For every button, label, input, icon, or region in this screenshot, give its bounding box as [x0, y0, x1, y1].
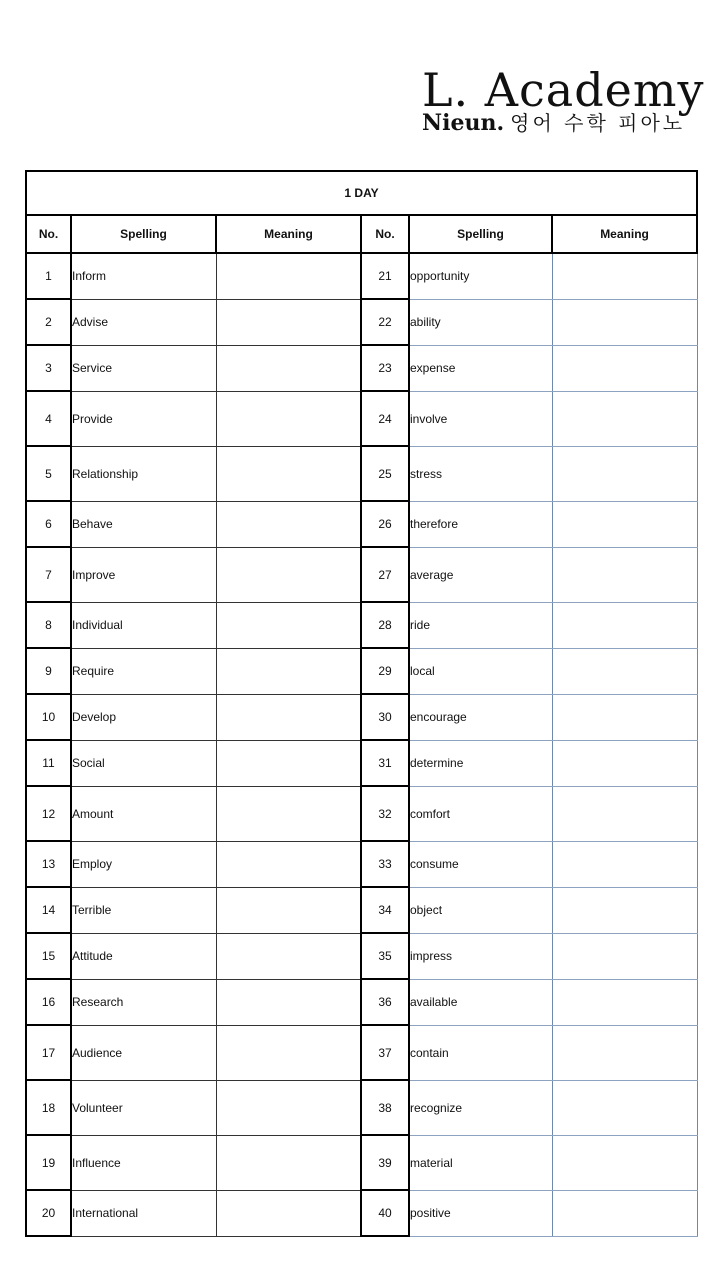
meaning-cell[interactable]	[552, 501, 697, 547]
table-row	[26, 841, 697, 887]
word-spelling: available	[409, 979, 552, 1025]
word-spelling: consume	[409, 841, 552, 887]
word-number: 8	[26, 602, 71, 648]
word-number: 12	[26, 786, 71, 841]
word-number: 26	[361, 501, 409, 547]
meaning-cell[interactable]	[216, 253, 361, 299]
meaning-cell[interactable]	[216, 446, 361, 501]
word-number: 38	[361, 1080, 409, 1135]
word-number: 14	[26, 887, 71, 933]
meaning-cell[interactable]	[552, 648, 697, 694]
word-number: 21	[361, 253, 409, 299]
word-number: 3	[26, 345, 71, 391]
table-row	[26, 979, 697, 1025]
table-row	[26, 1190, 697, 1236]
word-number: 15	[26, 933, 71, 979]
word-number: 25	[361, 446, 409, 501]
word-number: 17	[26, 1025, 71, 1080]
word-spelling: Research	[71, 979, 216, 1025]
meaning-cell[interactable]	[552, 345, 697, 391]
meaning-cell[interactable]	[552, 299, 697, 345]
logo-subtitle-latin: Nieun.	[422, 110, 505, 136]
word-number: 13	[26, 841, 71, 887]
day-title: 1 DAY	[26, 171, 697, 215]
meaning-cell[interactable]	[552, 979, 697, 1025]
word-spelling: object	[409, 887, 552, 933]
word-spelling: local	[409, 648, 552, 694]
word-number: 28	[361, 602, 409, 648]
word-spelling: Require	[71, 648, 216, 694]
meaning-cell[interactable]	[552, 786, 697, 841]
word-number: 7	[26, 547, 71, 602]
word-spelling: Service	[71, 345, 216, 391]
word-number: 32	[361, 786, 409, 841]
table-row	[26, 648, 697, 694]
table-row	[26, 1080, 697, 1135]
header-no-left: No.	[26, 215, 71, 253]
word-spelling: contain	[409, 1025, 552, 1080]
word-number: 27	[361, 547, 409, 602]
header-meaning-right: Meaning	[552, 215, 697, 253]
academy-logo	[422, 63, 705, 136]
word-number: 30	[361, 694, 409, 740]
word-number: 29	[361, 648, 409, 694]
meaning-cell[interactable]	[216, 786, 361, 841]
logo-title: L. Academy	[422, 63, 705, 117]
word-number: 1	[26, 253, 71, 299]
meaning-cell[interactable]	[216, 391, 361, 446]
word-spelling: Behave	[71, 501, 216, 547]
meaning-cell[interactable]	[552, 1190, 697, 1236]
meaning-cell[interactable]	[552, 547, 697, 602]
meaning-cell[interactable]	[552, 1025, 697, 1080]
word-spelling: Social	[71, 740, 216, 786]
meaning-cell[interactable]	[216, 602, 361, 648]
word-spelling: Influence	[71, 1135, 216, 1190]
word-spelling: material	[409, 1135, 552, 1190]
table-row	[26, 299, 697, 345]
logo-subtitle	[422, 110, 702, 136]
word-number: 33	[361, 841, 409, 887]
word-number: 10	[26, 694, 71, 740]
table-row	[26, 501, 697, 547]
table-row	[26, 253, 697, 299]
meaning-cell[interactable]	[552, 391, 697, 446]
table-row	[26, 602, 697, 648]
table-row	[26, 345, 697, 391]
word-spelling: ride	[409, 602, 552, 648]
vocabulary-table	[25, 170, 698, 1237]
meaning-cell[interactable]	[216, 694, 361, 740]
word-spelling: Inform	[71, 253, 216, 299]
meaning-cell[interactable]	[216, 299, 361, 345]
word-number: 31	[361, 740, 409, 786]
word-spelling: Volunteer	[71, 1080, 216, 1135]
meaning-cell[interactable]	[552, 933, 697, 979]
meaning-cell[interactable]	[552, 740, 697, 786]
word-number: 9	[26, 648, 71, 694]
word-spelling: Audience	[71, 1025, 216, 1080]
meaning-cell[interactable]	[552, 887, 697, 933]
header-meaning-left: Meaning	[216, 215, 361, 253]
table-row	[26, 446, 697, 501]
word-spelling: stress	[409, 446, 552, 501]
word-spelling: recognize	[409, 1080, 552, 1135]
logo-subtitle-korean: 영어 수학 피아노	[510, 111, 686, 135]
word-number: 19	[26, 1135, 71, 1190]
meaning-cell[interactable]	[216, 1135, 361, 1190]
header-no-right: No.	[361, 215, 409, 253]
word-spelling: Advise	[71, 299, 216, 345]
meaning-cell[interactable]	[216, 933, 361, 979]
word-spelling: average	[409, 547, 552, 602]
table-row	[26, 694, 697, 740]
meaning-cell[interactable]	[216, 1190, 361, 1236]
word-number: 34	[361, 887, 409, 933]
table-row	[26, 786, 697, 841]
word-number: 24	[361, 391, 409, 446]
word-number: 18	[26, 1080, 71, 1135]
word-number: 11	[26, 740, 71, 786]
table-row	[26, 740, 697, 786]
word-spelling: ability	[409, 299, 552, 345]
meaning-cell[interactable]	[552, 602, 697, 648]
meaning-cell[interactable]	[216, 887, 361, 933]
meaning-cell[interactable]	[552, 841, 697, 887]
word-number: 6	[26, 501, 71, 547]
word-number: 22	[361, 299, 409, 345]
word-number: 36	[361, 979, 409, 1025]
word-spelling: positive	[409, 1190, 552, 1236]
word-spelling: involve	[409, 391, 552, 446]
meaning-cell[interactable]	[216, 1080, 361, 1135]
meaning-cell[interactable]	[216, 501, 361, 547]
word-spelling: Amount	[71, 786, 216, 841]
header-spelling-left: Spelling	[71, 215, 216, 253]
word-number: 20	[26, 1190, 71, 1236]
word-spelling: Attitude	[71, 933, 216, 979]
word-spelling: determine	[409, 740, 552, 786]
word-spelling: opportunity	[409, 253, 552, 299]
word-spelling: Relationship	[71, 446, 216, 501]
word-number: 35	[361, 933, 409, 979]
word-spelling: impress	[409, 933, 552, 979]
table-row	[26, 933, 697, 979]
word-spelling: International	[71, 1190, 216, 1236]
word-number: 2	[26, 299, 71, 345]
table-row	[26, 1025, 697, 1080]
meaning-cell[interactable]	[552, 446, 697, 501]
table-row	[26, 547, 697, 602]
word-spelling: expense	[409, 345, 552, 391]
meaning-cell[interactable]	[216, 841, 361, 887]
word-number: 40	[361, 1190, 409, 1236]
meaning-cell[interactable]	[216, 648, 361, 694]
word-number: 5	[26, 446, 71, 501]
meaning-cell[interactable]	[552, 1135, 697, 1190]
word-spelling: comfort	[409, 786, 552, 841]
meaning-cell[interactable]	[552, 694, 697, 740]
meaning-cell[interactable]	[216, 740, 361, 786]
table-row	[26, 391, 697, 446]
word-spelling: Provide	[71, 391, 216, 446]
word-spelling: Individual	[71, 602, 216, 648]
meaning-cell[interactable]	[216, 979, 361, 1025]
word-spelling: Improve	[71, 547, 216, 602]
word-number: 16	[26, 979, 71, 1025]
word-spelling: Develop	[71, 694, 216, 740]
meaning-cell[interactable]	[216, 345, 361, 391]
meaning-cell[interactable]	[216, 547, 361, 602]
word-spelling: Terrible	[71, 887, 216, 933]
meaning-cell[interactable]	[552, 1080, 697, 1135]
meaning-cell[interactable]	[216, 1025, 361, 1080]
table-row	[26, 887, 697, 933]
word-number: 23	[361, 345, 409, 391]
table-row	[26, 1135, 697, 1190]
word-number: 37	[361, 1025, 409, 1080]
word-number: 39	[361, 1135, 409, 1190]
word-number: 4	[26, 391, 71, 446]
meaning-cell[interactable]	[552, 253, 697, 299]
word-spelling: encourage	[409, 694, 552, 740]
header-spelling-right: Spelling	[409, 215, 552, 253]
word-spelling: Employ	[71, 841, 216, 887]
word-spelling: therefore	[409, 501, 552, 547]
